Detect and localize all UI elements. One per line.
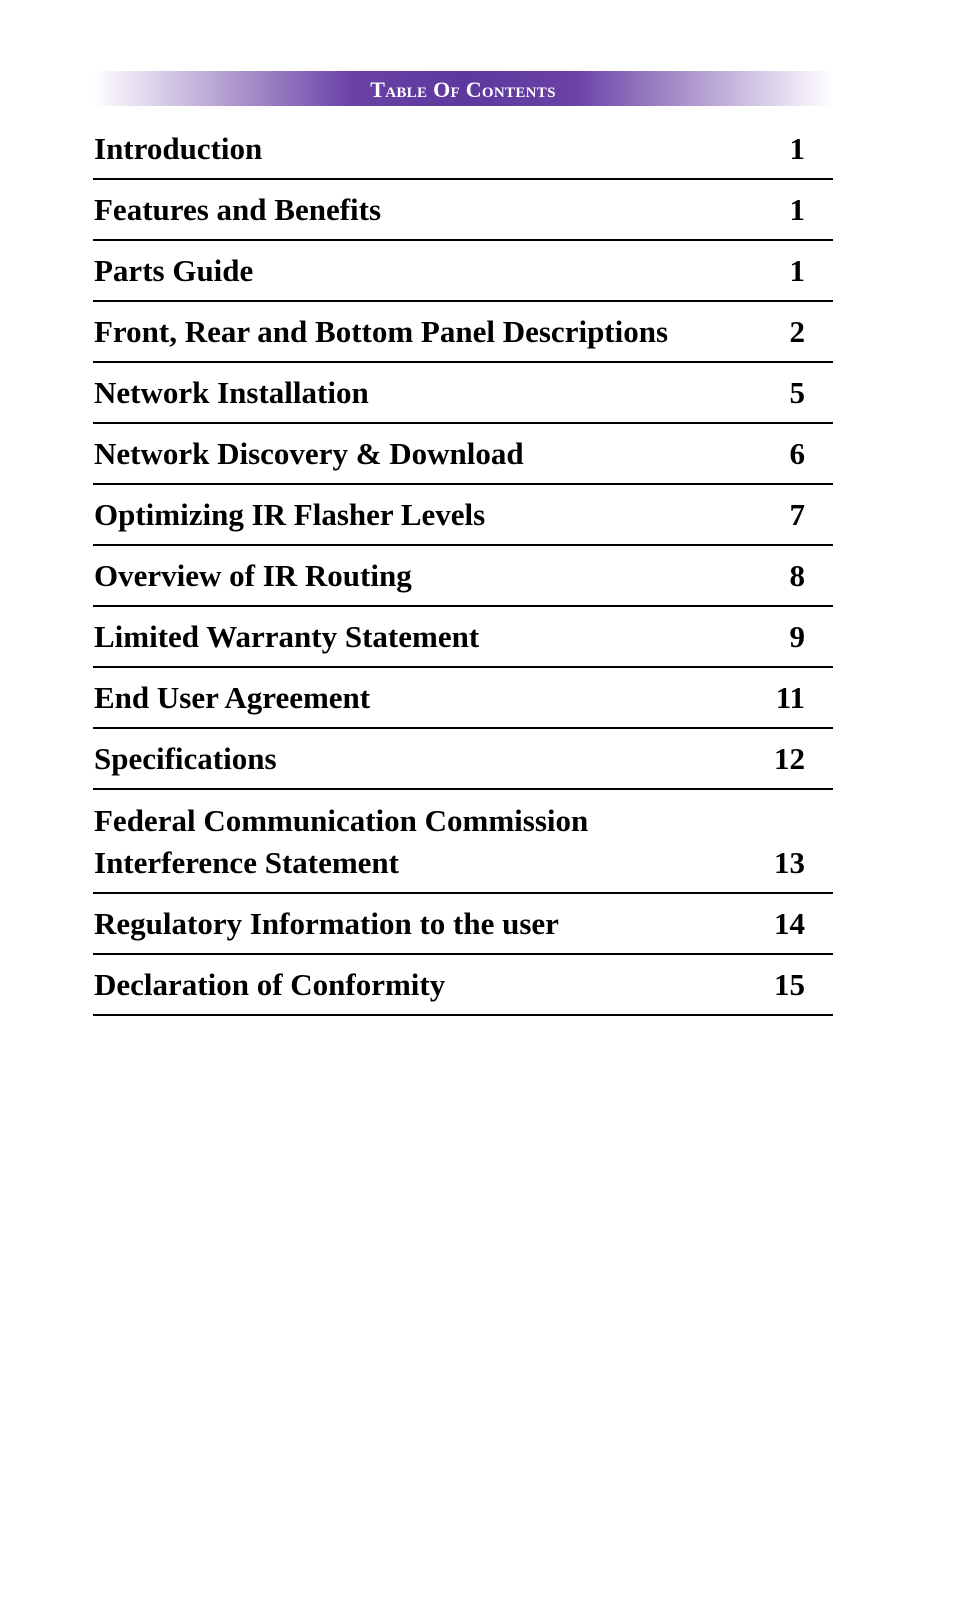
toc-entry-introduction[interactable] xyxy=(93,119,833,180)
toc-entry-page: 5 xyxy=(789,375,805,410)
toc-entry-title: End User Agreement xyxy=(94,680,371,715)
toc-entry-ir-routing[interactable] xyxy=(93,546,833,607)
toc-entry-parts-guide[interactable] xyxy=(93,241,833,302)
toc-entry-title: Limited Warranty Statement xyxy=(94,619,480,654)
toc-entry-network-discovery[interactable] xyxy=(93,424,833,485)
toc-entry-page: 12 xyxy=(774,741,805,776)
toc-entry-title: Parts Guide xyxy=(94,253,254,288)
toc-entry-title: Optimizing IR Flasher Levels xyxy=(94,497,486,532)
toc-entry-page: 13 xyxy=(774,845,805,880)
table-of-contents xyxy=(93,119,833,1016)
toc-entry-page: 9 xyxy=(789,619,805,654)
toc-entry-specifications[interactable] xyxy=(93,729,833,790)
toc-entry-regulatory-information[interactable] xyxy=(93,894,833,955)
toc-entry-title: Front, Rear and Bottom Panel Descriptions xyxy=(94,314,669,349)
toc-entry-title: Features and Benefits xyxy=(94,192,382,227)
toc-entry-page: 2 xyxy=(789,314,805,349)
toc-entry-network-installation[interactable] xyxy=(93,363,833,424)
toc-entry-panel-descriptions[interactable] xyxy=(93,302,833,363)
toc-entry-title: Regulatory Information to the user xyxy=(94,906,559,941)
toc-entry-page: 1 xyxy=(789,192,805,227)
toc-entry-page: 7 xyxy=(789,497,805,532)
toc-entry-declaration-of-conformity[interactable] xyxy=(93,955,833,1016)
toc-entry-limited-warranty[interactable] xyxy=(93,607,833,668)
toc-entry-ir-flasher-levels[interactable] xyxy=(93,485,833,546)
toc-entry-title: Federal Communication Commission Interference Statement xyxy=(94,803,589,880)
section-title: Table Of Contents xyxy=(370,76,556,102)
toc-entry-page: 15 xyxy=(774,967,805,1002)
toc-entry-title: Overview of IR Routing xyxy=(94,558,412,593)
toc-entry-page: 6 xyxy=(789,436,805,471)
toc-entry-page: 11 xyxy=(775,680,805,715)
toc-entry-page: 1 xyxy=(789,253,805,288)
toc-entry-title: Specifications xyxy=(94,741,277,776)
toc-entry-page: 14 xyxy=(774,906,805,941)
section-header-band xyxy=(93,71,833,106)
toc-entry-page: 8 xyxy=(789,558,805,593)
toc-entry-end-user-agreement[interactable] xyxy=(93,668,833,729)
toc-entry-title: Introduction xyxy=(94,131,263,166)
toc-entry-title: Declaration of Conformity xyxy=(94,967,446,1002)
toc-entry-title: Network Discovery & Download xyxy=(94,436,524,471)
toc-entry-title: Network Installation xyxy=(94,375,369,410)
toc-entry-features-and-benefits[interactable] xyxy=(93,180,833,241)
toc-entry-fcc-statement[interactable] xyxy=(93,790,833,894)
toc-entry-page: 1 xyxy=(789,131,805,166)
